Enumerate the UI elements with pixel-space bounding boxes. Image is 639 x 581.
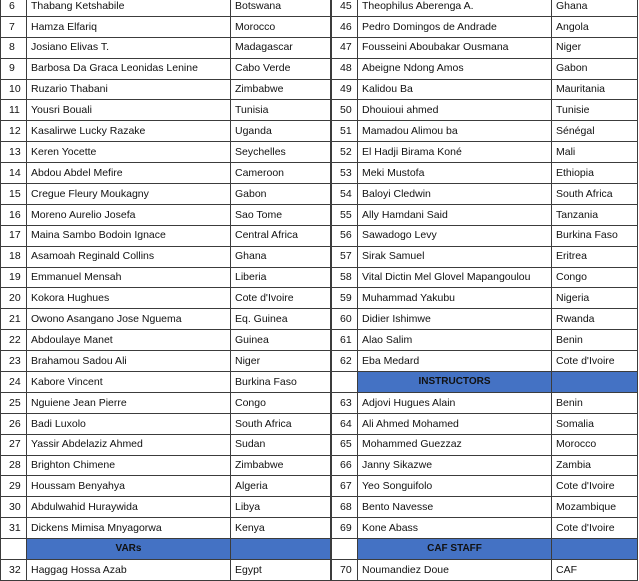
- table-row: [1, 330, 331, 351]
- official-name: Adjovi Hugues Alain: [358, 392, 552, 413]
- row-number: 57: [332, 246, 358, 267]
- official-name: Pedro Domingos de Andrade: [358, 16, 552, 37]
- table-row: [1, 0, 331, 16]
- section-number-cell: [332, 372, 358, 393]
- table-row: [332, 121, 638, 142]
- country: Liberia: [231, 267, 331, 288]
- official-name: Kokora Hughues: [27, 288, 231, 309]
- country: Mozambique: [552, 497, 638, 518]
- country: Zimbabwe: [231, 79, 331, 100]
- table-row: [332, 351, 638, 372]
- section-heading: INSTRUCTORS: [358, 372, 552, 393]
- row-number: 19: [1, 267, 27, 288]
- country: South Africa: [231, 413, 331, 434]
- table-row: [332, 476, 638, 497]
- country: Benin: [552, 392, 638, 413]
- table-row: [1, 142, 331, 163]
- table-row: [1, 121, 331, 142]
- row-number: 27: [1, 434, 27, 455]
- row-number: 12: [1, 121, 27, 142]
- table-row: [1, 372, 331, 393]
- official-name: Abdoulaye Manet: [27, 330, 231, 351]
- official-name: Abdou Abdel Mefire: [27, 163, 231, 184]
- table-row: [1, 413, 331, 434]
- official-name: Josiano Elivas T.: [27, 37, 231, 58]
- row-number: 53: [332, 163, 358, 184]
- section-row-vars: [1, 539, 331, 560]
- official-name: Abdulwahid Huraywida: [27, 497, 231, 518]
- table-row: [332, 497, 638, 518]
- official-name: Vital Dictin Mel Glovel Mapangoulou: [358, 267, 552, 288]
- table-row: [1, 288, 331, 309]
- table-row: [332, 142, 638, 163]
- row-number: 45: [332, 0, 358, 16]
- official-name: Kabore Vincent: [27, 372, 231, 393]
- country: Niger: [552, 37, 638, 58]
- country: Burkina Faso: [552, 225, 638, 246]
- table-row: [332, 434, 638, 455]
- row-number: 14: [1, 163, 27, 184]
- row-number: 70: [332, 560, 358, 581]
- country: Tanzania: [552, 204, 638, 225]
- country: Congo: [552, 267, 638, 288]
- table-row: [1, 246, 331, 267]
- country: Mauritania: [552, 79, 638, 100]
- row-number: 54: [332, 184, 358, 205]
- country: Seychelles: [231, 142, 331, 163]
- table-row: [332, 288, 638, 309]
- table-row: [1, 100, 331, 121]
- official-name: Dhouioui ahmed: [358, 100, 552, 121]
- country: Morocco: [231, 16, 331, 37]
- official-name: Kone Abass: [358, 518, 552, 539]
- country: Libya: [231, 497, 331, 518]
- table-row: [1, 351, 331, 372]
- official-name: Sirak Samuel: [358, 246, 552, 267]
- official-name: Cregue Fleury Moukagny: [27, 184, 231, 205]
- row-number: 51: [332, 121, 358, 142]
- table-row: [1, 37, 331, 58]
- section-heading-fill: [552, 372, 638, 393]
- section-heading: CAF STAFF: [358, 539, 552, 560]
- table-row: [1, 476, 331, 497]
- official-name: Ali Ahmed Mohamed: [358, 413, 552, 434]
- row-number: 65: [332, 434, 358, 455]
- row-number: 48: [332, 58, 358, 79]
- section-number-cell: [1, 539, 27, 560]
- official-name: Badi Luxolo: [27, 413, 231, 434]
- row-number: 56: [332, 225, 358, 246]
- row-number: 8: [1, 37, 27, 58]
- country: Botswana: [231, 0, 331, 16]
- country: Benin: [552, 330, 638, 351]
- official-name: Ruzario Thabani: [27, 79, 231, 100]
- table-row: [1, 518, 331, 539]
- table-row: [332, 413, 638, 434]
- country: Central Africa: [231, 225, 331, 246]
- table-row: [332, 225, 638, 246]
- table-row: [332, 100, 638, 121]
- country: South Africa: [552, 184, 638, 205]
- official-name: Moreno Aurelio Josefa: [27, 204, 231, 225]
- row-number: 68: [332, 497, 358, 518]
- table-row: [332, 518, 638, 539]
- row-number: 64: [332, 413, 358, 434]
- table-row: [332, 246, 638, 267]
- official-name: Hamza Elfariq: [27, 16, 231, 37]
- official-name: Mohammed Guezzaz: [358, 434, 552, 455]
- official-name: Owono Asangano Jose Nguema: [27, 309, 231, 330]
- official-name: Fousseini Aboubakar Ousmana: [358, 37, 552, 58]
- row-number: 32: [1, 560, 27, 581]
- row-number: 55: [332, 204, 358, 225]
- country: Cote d'Ivoire: [552, 518, 638, 539]
- table-row: [1, 16, 331, 37]
- country: Rwanda: [552, 309, 638, 330]
- row-number: 66: [332, 455, 358, 476]
- row-number: 7: [1, 16, 27, 37]
- table-row: [332, 560, 638, 581]
- country: Kenya: [231, 518, 331, 539]
- official-name: Mamadou Alimou ba: [358, 121, 552, 142]
- country: Cote d'Ivoire: [552, 476, 638, 497]
- row-number: 10: [1, 79, 27, 100]
- country: Uganda: [231, 121, 331, 142]
- table-row: [332, 58, 638, 79]
- table-row: [1, 309, 331, 330]
- country: Tunisie: [552, 100, 638, 121]
- official-name: Kasalirwe Lucky Razake: [27, 121, 231, 142]
- row-number: 30: [1, 497, 27, 518]
- official-name: Yousri Bouali: [27, 100, 231, 121]
- country: Nigeria: [552, 288, 638, 309]
- table-row: [1, 184, 331, 205]
- row-number: 6: [1, 0, 27, 16]
- row-number: 47: [332, 37, 358, 58]
- country: Cote d'Ivoire: [552, 351, 638, 372]
- row-number: 26: [1, 413, 27, 434]
- table-row: [332, 330, 638, 351]
- country: Sénégal: [552, 121, 638, 142]
- table-row: [1, 225, 331, 246]
- row-number: 69: [332, 518, 358, 539]
- row-number: 62: [332, 351, 358, 372]
- row-number: 63: [332, 392, 358, 413]
- country: CAF: [552, 560, 638, 581]
- country: Cameroon: [231, 163, 331, 184]
- official-name: Muhammad Yakubu: [358, 288, 552, 309]
- country: Somalia: [552, 413, 638, 434]
- table-row: [1, 497, 331, 518]
- country: Eritrea: [552, 246, 638, 267]
- country: Gabon: [552, 58, 638, 79]
- official-name: Yeo Songuifolo: [358, 476, 552, 497]
- table-row: [1, 204, 331, 225]
- country: Algeria: [231, 476, 331, 497]
- country: Burkina Faso: [231, 372, 331, 393]
- official-name: Baloyi Cledwin: [358, 184, 552, 205]
- country: Ghana: [231, 246, 331, 267]
- row-number: 25: [1, 392, 27, 413]
- official-name: Sawadogo Levy: [358, 225, 552, 246]
- country: Congo: [231, 392, 331, 413]
- row-number: 15: [1, 184, 27, 205]
- section-row-instructors: [332, 372, 638, 393]
- official-name: Meki Mustofa: [358, 163, 552, 184]
- section-heading-fill: [552, 539, 638, 560]
- row-number: 52: [332, 142, 358, 163]
- row-number: 24: [1, 372, 27, 393]
- country: Ethiopia: [552, 163, 638, 184]
- official-name: Theophilus Aberenga A.: [358, 0, 552, 16]
- official-name: Haggag Hossa Azab: [27, 560, 231, 581]
- row-number: 67: [332, 476, 358, 497]
- table-row: [332, 184, 638, 205]
- row-number: 22: [1, 330, 27, 351]
- country: Guinea: [231, 330, 331, 351]
- official-name: Barbosa Da Graca Leonidas Lenine: [27, 58, 231, 79]
- table-row: [332, 309, 638, 330]
- table-row: [1, 434, 331, 455]
- row-number: 13: [1, 142, 27, 163]
- table-row: [332, 204, 638, 225]
- row-number: 17: [1, 225, 27, 246]
- country: Ghana: [552, 0, 638, 16]
- table-row: [332, 455, 638, 476]
- table-row: [332, 163, 638, 184]
- section-row-caf-staff: [332, 539, 638, 560]
- row-number: 31: [1, 518, 27, 539]
- country: Zambia: [552, 455, 638, 476]
- table-row: [332, 267, 638, 288]
- table-row: [1, 560, 331, 581]
- table-row: [332, 16, 638, 37]
- official-name: Maina Sambo Bodoin Ignace: [27, 225, 231, 246]
- official-name: Bento Navesse: [358, 497, 552, 518]
- official-name: Asamoah Reginald Collins: [27, 246, 231, 267]
- row-number: 50: [332, 100, 358, 121]
- country: Sudan: [231, 434, 331, 455]
- row-number: 16: [1, 204, 27, 225]
- section-number-cell: [332, 539, 358, 560]
- row-number: 23: [1, 351, 27, 372]
- country: Madagascar: [231, 37, 331, 58]
- country: Cote d'Ivoire: [231, 288, 331, 309]
- row-number: 28: [1, 455, 27, 476]
- row-number: 9: [1, 58, 27, 79]
- country: Cabo Verde: [231, 58, 331, 79]
- official-name: Ally Hamdani Said: [358, 204, 552, 225]
- table-row: [332, 0, 638, 16]
- official-name: Kalidou Ba: [358, 79, 552, 100]
- row-number: 60: [332, 309, 358, 330]
- official-name: Janny Sikazwe: [358, 455, 552, 476]
- country: Tunisia: [231, 100, 331, 121]
- table-row: [1, 455, 331, 476]
- row-number: 21: [1, 309, 27, 330]
- country: Eq. Guinea: [231, 309, 331, 330]
- official-name: Nguiene Jean Pierre: [27, 392, 231, 413]
- official-name: Yassir Abdelaziz Ahmed: [27, 434, 231, 455]
- official-name: Thabang Ketshabile: [27, 0, 231, 16]
- table-row: [332, 392, 638, 413]
- official-name: Brahamou Sadou Ali: [27, 351, 231, 372]
- official-name: Houssam Benyahya: [27, 476, 231, 497]
- table-row: [332, 37, 638, 58]
- table-row: [1, 392, 331, 413]
- table-row: [1, 58, 331, 79]
- table-row: [1, 267, 331, 288]
- official-name: Eba Medard: [358, 351, 552, 372]
- row-number: 59: [332, 288, 358, 309]
- row-number: 20: [1, 288, 27, 309]
- country: Morocco: [552, 434, 638, 455]
- section-heading-fill: [231, 539, 331, 560]
- official-name: Emmanuel Mensah: [27, 267, 231, 288]
- country: Angola: [552, 16, 638, 37]
- table-row: [1, 163, 331, 184]
- referees-table-right: [331, 0, 638, 581]
- country: Mali: [552, 142, 638, 163]
- section-heading: VARs: [27, 539, 231, 560]
- row-number: 61: [332, 330, 358, 351]
- country: Egypt: [231, 560, 331, 581]
- country: Niger: [231, 351, 331, 372]
- official-name: Abeigne Ndong Amos: [358, 58, 552, 79]
- row-number: 29: [1, 476, 27, 497]
- row-number: 46: [332, 16, 358, 37]
- country: Gabon: [231, 184, 331, 205]
- row-number: 18: [1, 246, 27, 267]
- row-number: 11: [1, 100, 27, 121]
- official-name: Dickens Mimisa Mnyagorwa: [27, 518, 231, 539]
- official-name: Alao Salim: [358, 330, 552, 351]
- row-number: 58: [332, 267, 358, 288]
- official-name: Brighton Chimene: [27, 455, 231, 476]
- row-number: 49: [332, 79, 358, 100]
- country: Zimbabwe: [231, 455, 331, 476]
- table-row: [1, 79, 331, 100]
- official-name: Keren Yocette: [27, 142, 231, 163]
- country: Sao Tome: [231, 204, 331, 225]
- official-name: El Hadji Birama Koné: [358, 142, 552, 163]
- official-name: Noumandiez Doue: [358, 560, 552, 581]
- official-name: Didier Ishimwe: [358, 309, 552, 330]
- table-row: [332, 79, 638, 100]
